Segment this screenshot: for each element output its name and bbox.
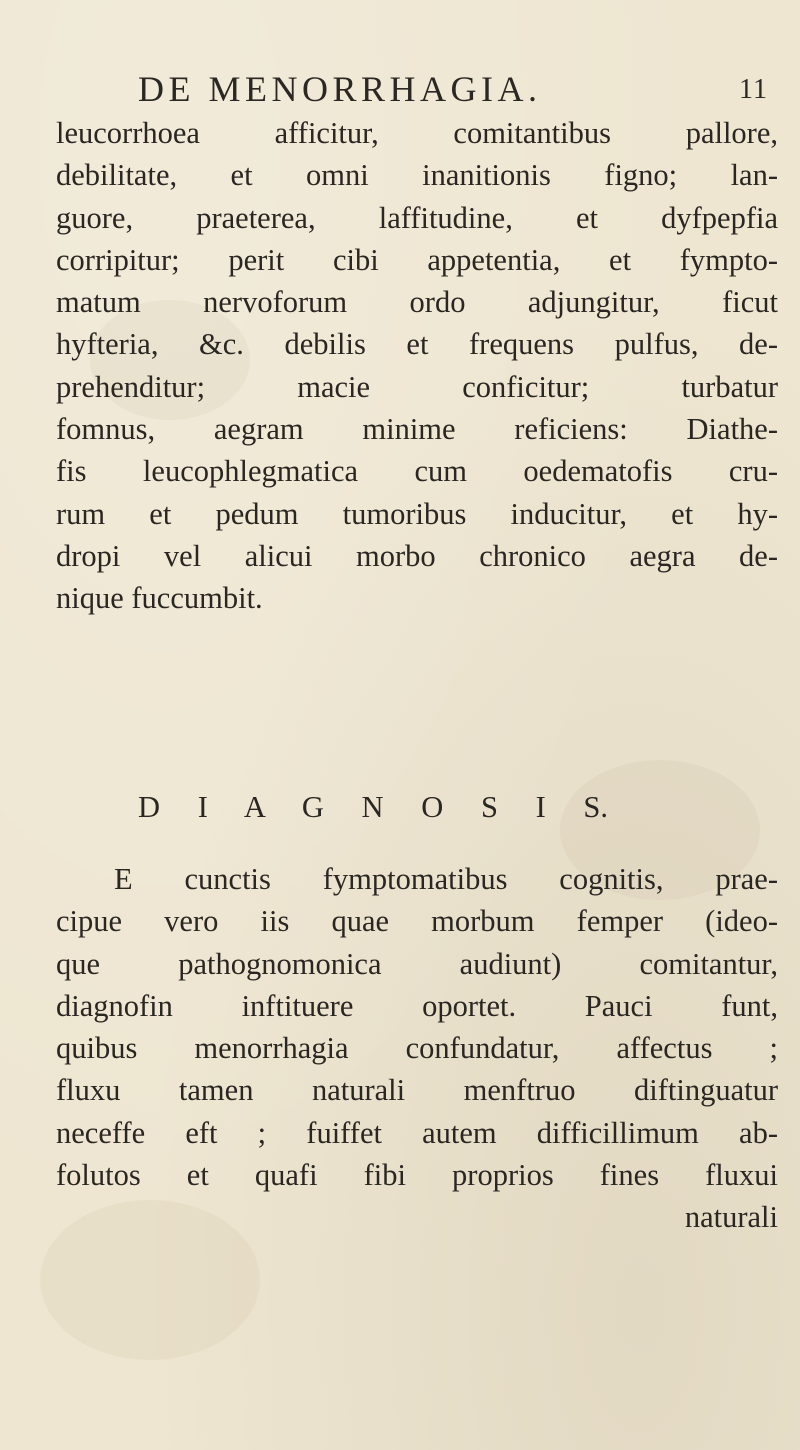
catchword: naturali bbox=[684, 1200, 778, 1235]
text-line: leucorrhoea afficitur, comitantibus pallore, bbox=[56, 116, 778, 150]
text-line: dropi vel alicui morbo chronico aegra de- bbox=[56, 538, 778, 573]
text-line: corripitur; perit cibi appetentia, et fympto- bbox=[56, 242, 778, 277]
text-line: cipue vero iis quae morbum femper (ideo- bbox=[56, 904, 778, 939]
running-title: DE MENORRHAGIA. bbox=[138, 69, 542, 109]
text-line: neceffe eft ; fuiffet autem difficillimum ab- bbox=[56, 1115, 778, 1150]
section-heading: D I A G N O S I S. bbox=[138, 790, 608, 824]
running-header bbox=[138, 62, 768, 112]
text-line: que pathognomonica audiunt) comitantur, bbox=[56, 946, 778, 981]
text-line: folutos et quafi fibi proprios fines fluxui bbox=[56, 1158, 778, 1193]
paragraph-1 bbox=[56, 112, 778, 620]
text-line: fomnus, aegram minime reficiens: Diathe- bbox=[56, 412, 778, 447]
text-line: fis leucophlegmatica cum oedematofis cru- bbox=[56, 454, 778, 489]
text-line: guore, praeterea, laffitudine, et dyfpepfia bbox=[56, 200, 778, 235]
text-line: matum nervoforum ordo adjungitur, ficut bbox=[56, 285, 778, 320]
page-number: 11 bbox=[739, 74, 768, 105]
text-line: fluxu tamen naturali menftruo diftinguatur bbox=[56, 1073, 778, 1108]
text-line: hyfteria, &c. debilis et frequens pulfus, de- bbox=[56, 327, 778, 362]
text-line: nique fuccumbit. bbox=[56, 581, 263, 616]
text-line: prehenditur; macie conficitur; turbatur bbox=[56, 369, 778, 404]
text-line: rum et pedum tumoribus inducitur, et hy- bbox=[56, 496, 778, 531]
text-line: diagnofin inftituere oportet. Pauci funt, bbox=[56, 988, 778, 1023]
paragraph-2 bbox=[56, 858, 778, 1239]
text-line: E cunctis fymptomatibus cognitis, prae- bbox=[114, 862, 778, 896]
text-line: quibus menorrhagia confundatur, affectus ; bbox=[56, 1031, 778, 1066]
text-line: debilitate, et omni inanitionis figno; lan- bbox=[56, 158, 778, 193]
